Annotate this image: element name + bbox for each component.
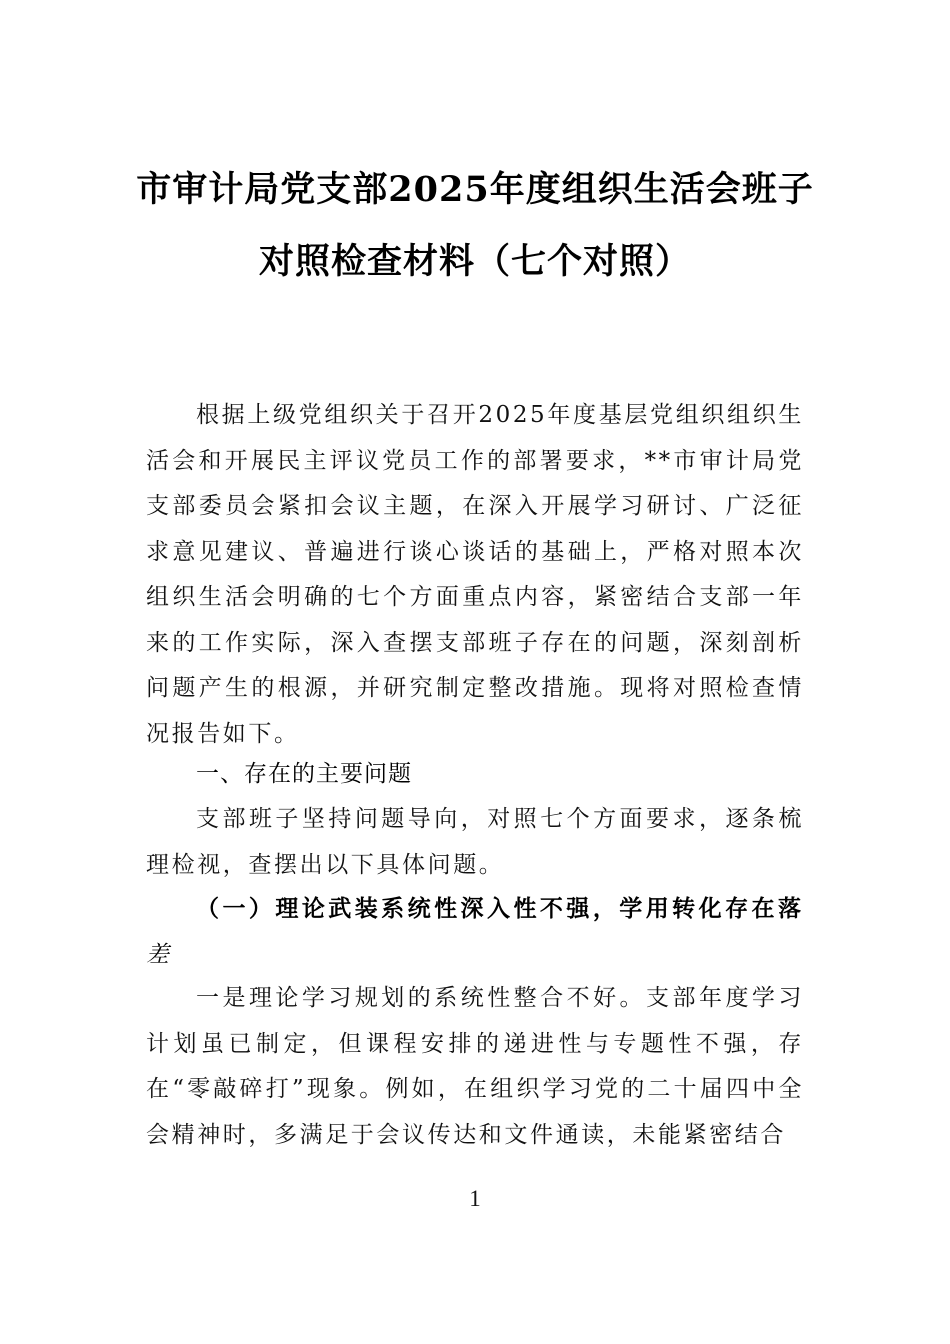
- section-heading-main-problems: 一、存在的主要问题: [196, 761, 412, 787]
- document-title-line-2: 对照检查材料（七个对照）: [258, 241, 691, 282]
- subsection-heading-tail-text: 差: [146, 941, 172, 968]
- subsection-heading-main-text: （一）理论武装系统性深入性不强，学用转化存在落: [196, 895, 804, 922]
- intro-paragraph: 根据上级党组织关于召开2025年度基层党组织组织生活会和开展民主评议党员工作的部署要求，**市审计局党支部委员会紧扣会议主题，在深入开展学习研讨、广泛征求意见建议、普遍进行谈心谈话的基础上，严格对照本次组织生活会明确的七个方面重点内容，紧密结合支部一年来的工作实际，深入查摆支部班子存在的问题，深刻剖析问题产生的根源，并研究制定整改措施。现将对照检查情况报告如下。: [146, 402, 804, 747]
- page-number: 1: [469, 1186, 481, 1211]
- subsection-paragraph-planning: 一是理论学习规划的系统性整合不好。支部年度学习计划虽已制定，但课程安排的递进性与专题性不强，存在“零敲碎打”现象。例如，在组织学习党的二十届四中全会精神时，多满足于会议传达和文件通读，未能紧密结合: [146, 985, 804, 1148]
- section-intro-paragraph: 支部班子坚持问题导向，对照七个方面要求，逐条梳理检视，查摆出以下具体问题。: [146, 806, 804, 878]
- subsection-heading-theory: [146, 886, 804, 978]
- document-title-line-1: 市审计局党支部2025年度组织生活会班子: [136, 169, 814, 210]
